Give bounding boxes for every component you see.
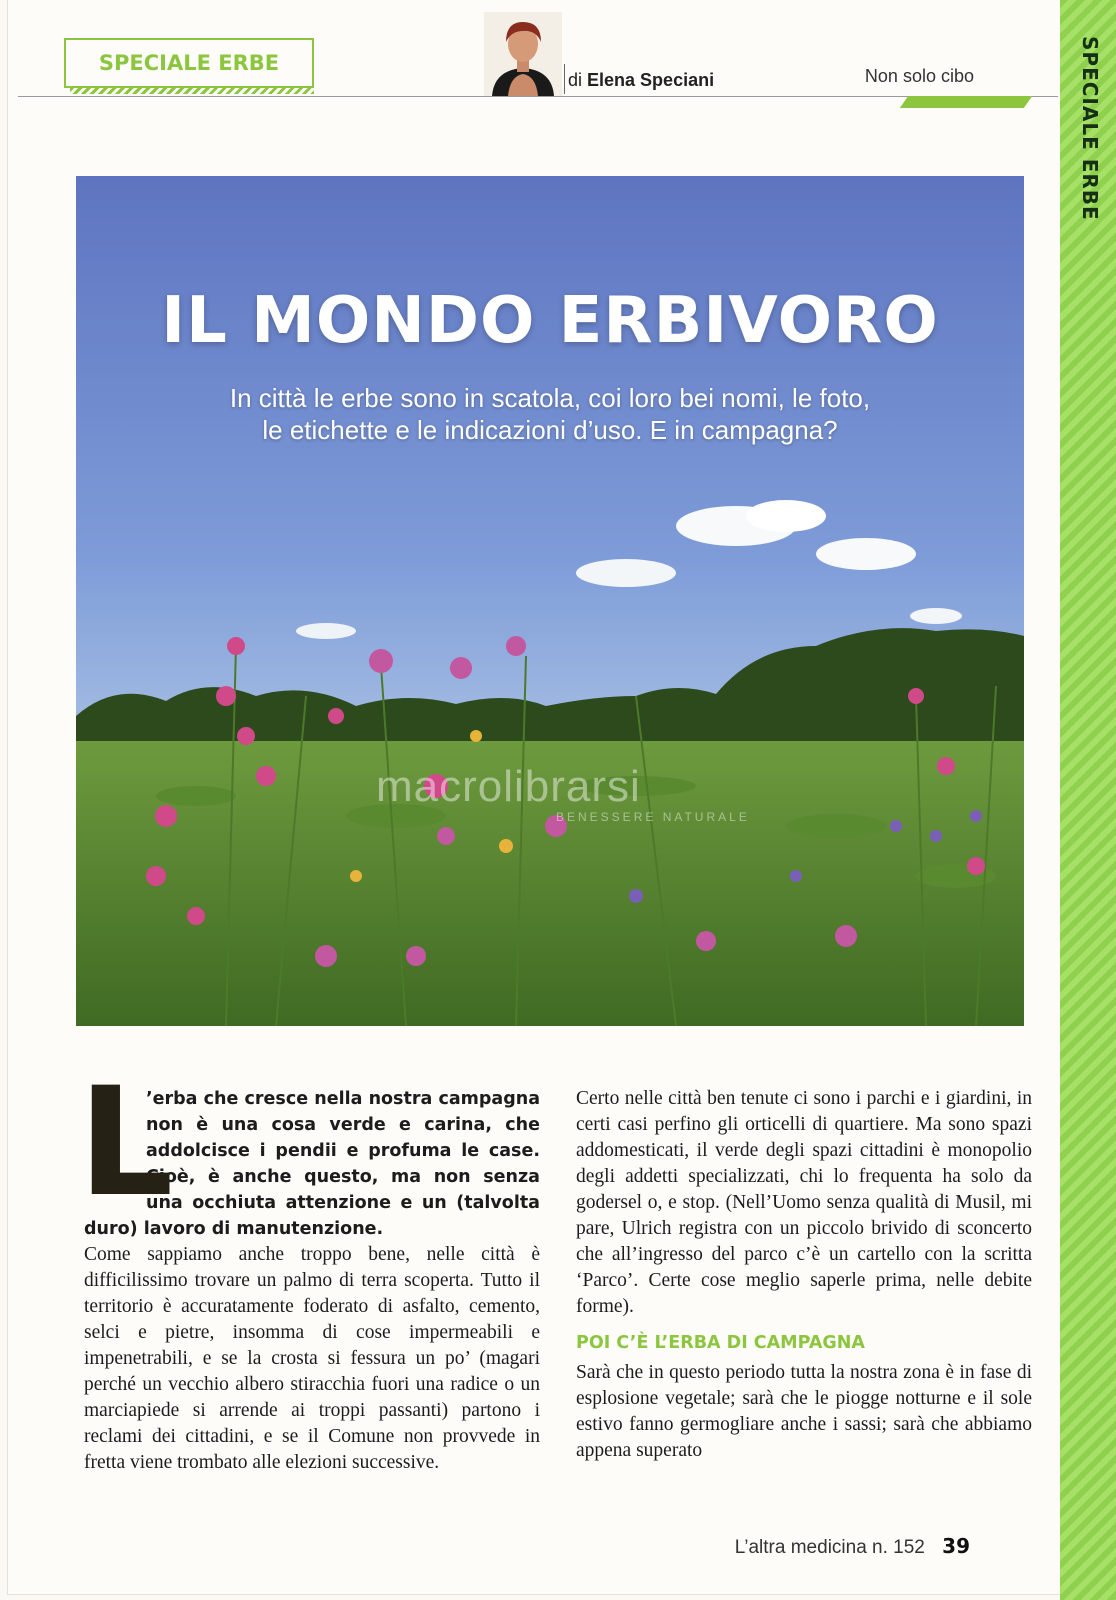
article-subtitle <box>156 382 944 446</box>
section-label: SPECIALE ERBE <box>98 51 280 75</box>
side-stripe <box>1060 0 1116 1600</box>
side-section-label: SPECIALE ERBE <box>1078 36 1102 221</box>
author-name: Elena Speciani <box>587 70 715 90</box>
author-photo <box>484 12 562 96</box>
article-title: IL MONDO ERBIVORO <box>161 284 939 358</box>
author-separator <box>564 64 565 94</box>
page-footer <box>735 1534 970 1559</box>
article-column-right <box>576 1086 1032 1464</box>
section-label-box <box>64 38 314 88</box>
rubric-label: Non solo cibo <box>864 66 974 86</box>
rubric-accent-bar <box>900 96 1032 108</box>
article-column-left <box>78 1056 540 1476</box>
body-paragraph-1: Come sappiamo anche troppo bene, nelle città è difficilissimo trovare un palmo di terra scoperta. Tutto il territorio è accuratamente foderato di asfalto, cemento, selci e pietre, insomma di cose impermeabili e impenetrabili, e se la crosta si fessura un po’ (magari perché un vecchio albero stiracchia fuori una radice o un marciapiede si arrende ai troppi passanti) partono i reclami dei cittadini, e se il Comune non provvede in fretta viene trombato alle elezioni successive. <box>84 1244 540 1473</box>
subtitle-line-2: le etichette e le indicazioni d’uso. E in campagna? <box>262 415 838 445</box>
magazine-page <box>8 0 1060 1594</box>
author-byline <box>568 70 714 91</box>
drop-cap <box>78 1056 174 1230</box>
drop-cap-letter: L <box>78 1056 174 1230</box>
author-prefix: di <box>568 70 583 90</box>
subtitle-line-1: In città le erbe sono in scatola, coi loro bei nomi, le foto, <box>229 383 871 413</box>
body-paragraph-3: Sarà che in questo periodo tutta la nostra zona è in fase di esplosione vegetale; sarà che le piogge notturne e il sole estivo fanno germogliare anche i sassi; sarà che abbiamo appena superato <box>576 1362 1032 1461</box>
magazine-issue: L’altra medicina n. 152 <box>734 1537 925 1558</box>
watermark: macrolibrarsi <box>376 762 641 811</box>
header-rule <box>18 96 1058 97</box>
hero-image <box>76 176 1024 1026</box>
page-number: 39 <box>942 1534 970 1558</box>
body-paragraph-2: Certo nelle città ben tenute ci sono i parchi e i giardini, in certi casi perfino gli orticelli di quartiere. Ma sono spazi addomesticati, il verde degli spazi cittadini è monopolio degli addetti specializzati, chi lo frequenta ha solo da godersel o, e stop. (Nell’Uomo senza qualità di Musil, mi pare, Ulrich registra con un piccolo brivido di sconcerto che all’ingresso del parco c’è un cartello con la scritta ‘Parco’. Certe cose meglio saperle prima, nelle debite forme). <box>576 1088 1032 1317</box>
section-subhead: POI C’È L’ERBA DI CAMPAGNA <box>576 1333 865 1353</box>
lead-paragraph: ’erba che cresce nella nostra campagna non è una cosa verde e carina, che addolcisce i pendii e profuma le case. Cioè, è anche questo, ma non senza una occhiuta attenzione e un (talvolta duro) lavoro di manutenzione. <box>84 1089 540 1239</box>
watermark-tagline: BENESSERE NATURALE <box>556 810 750 824</box>
